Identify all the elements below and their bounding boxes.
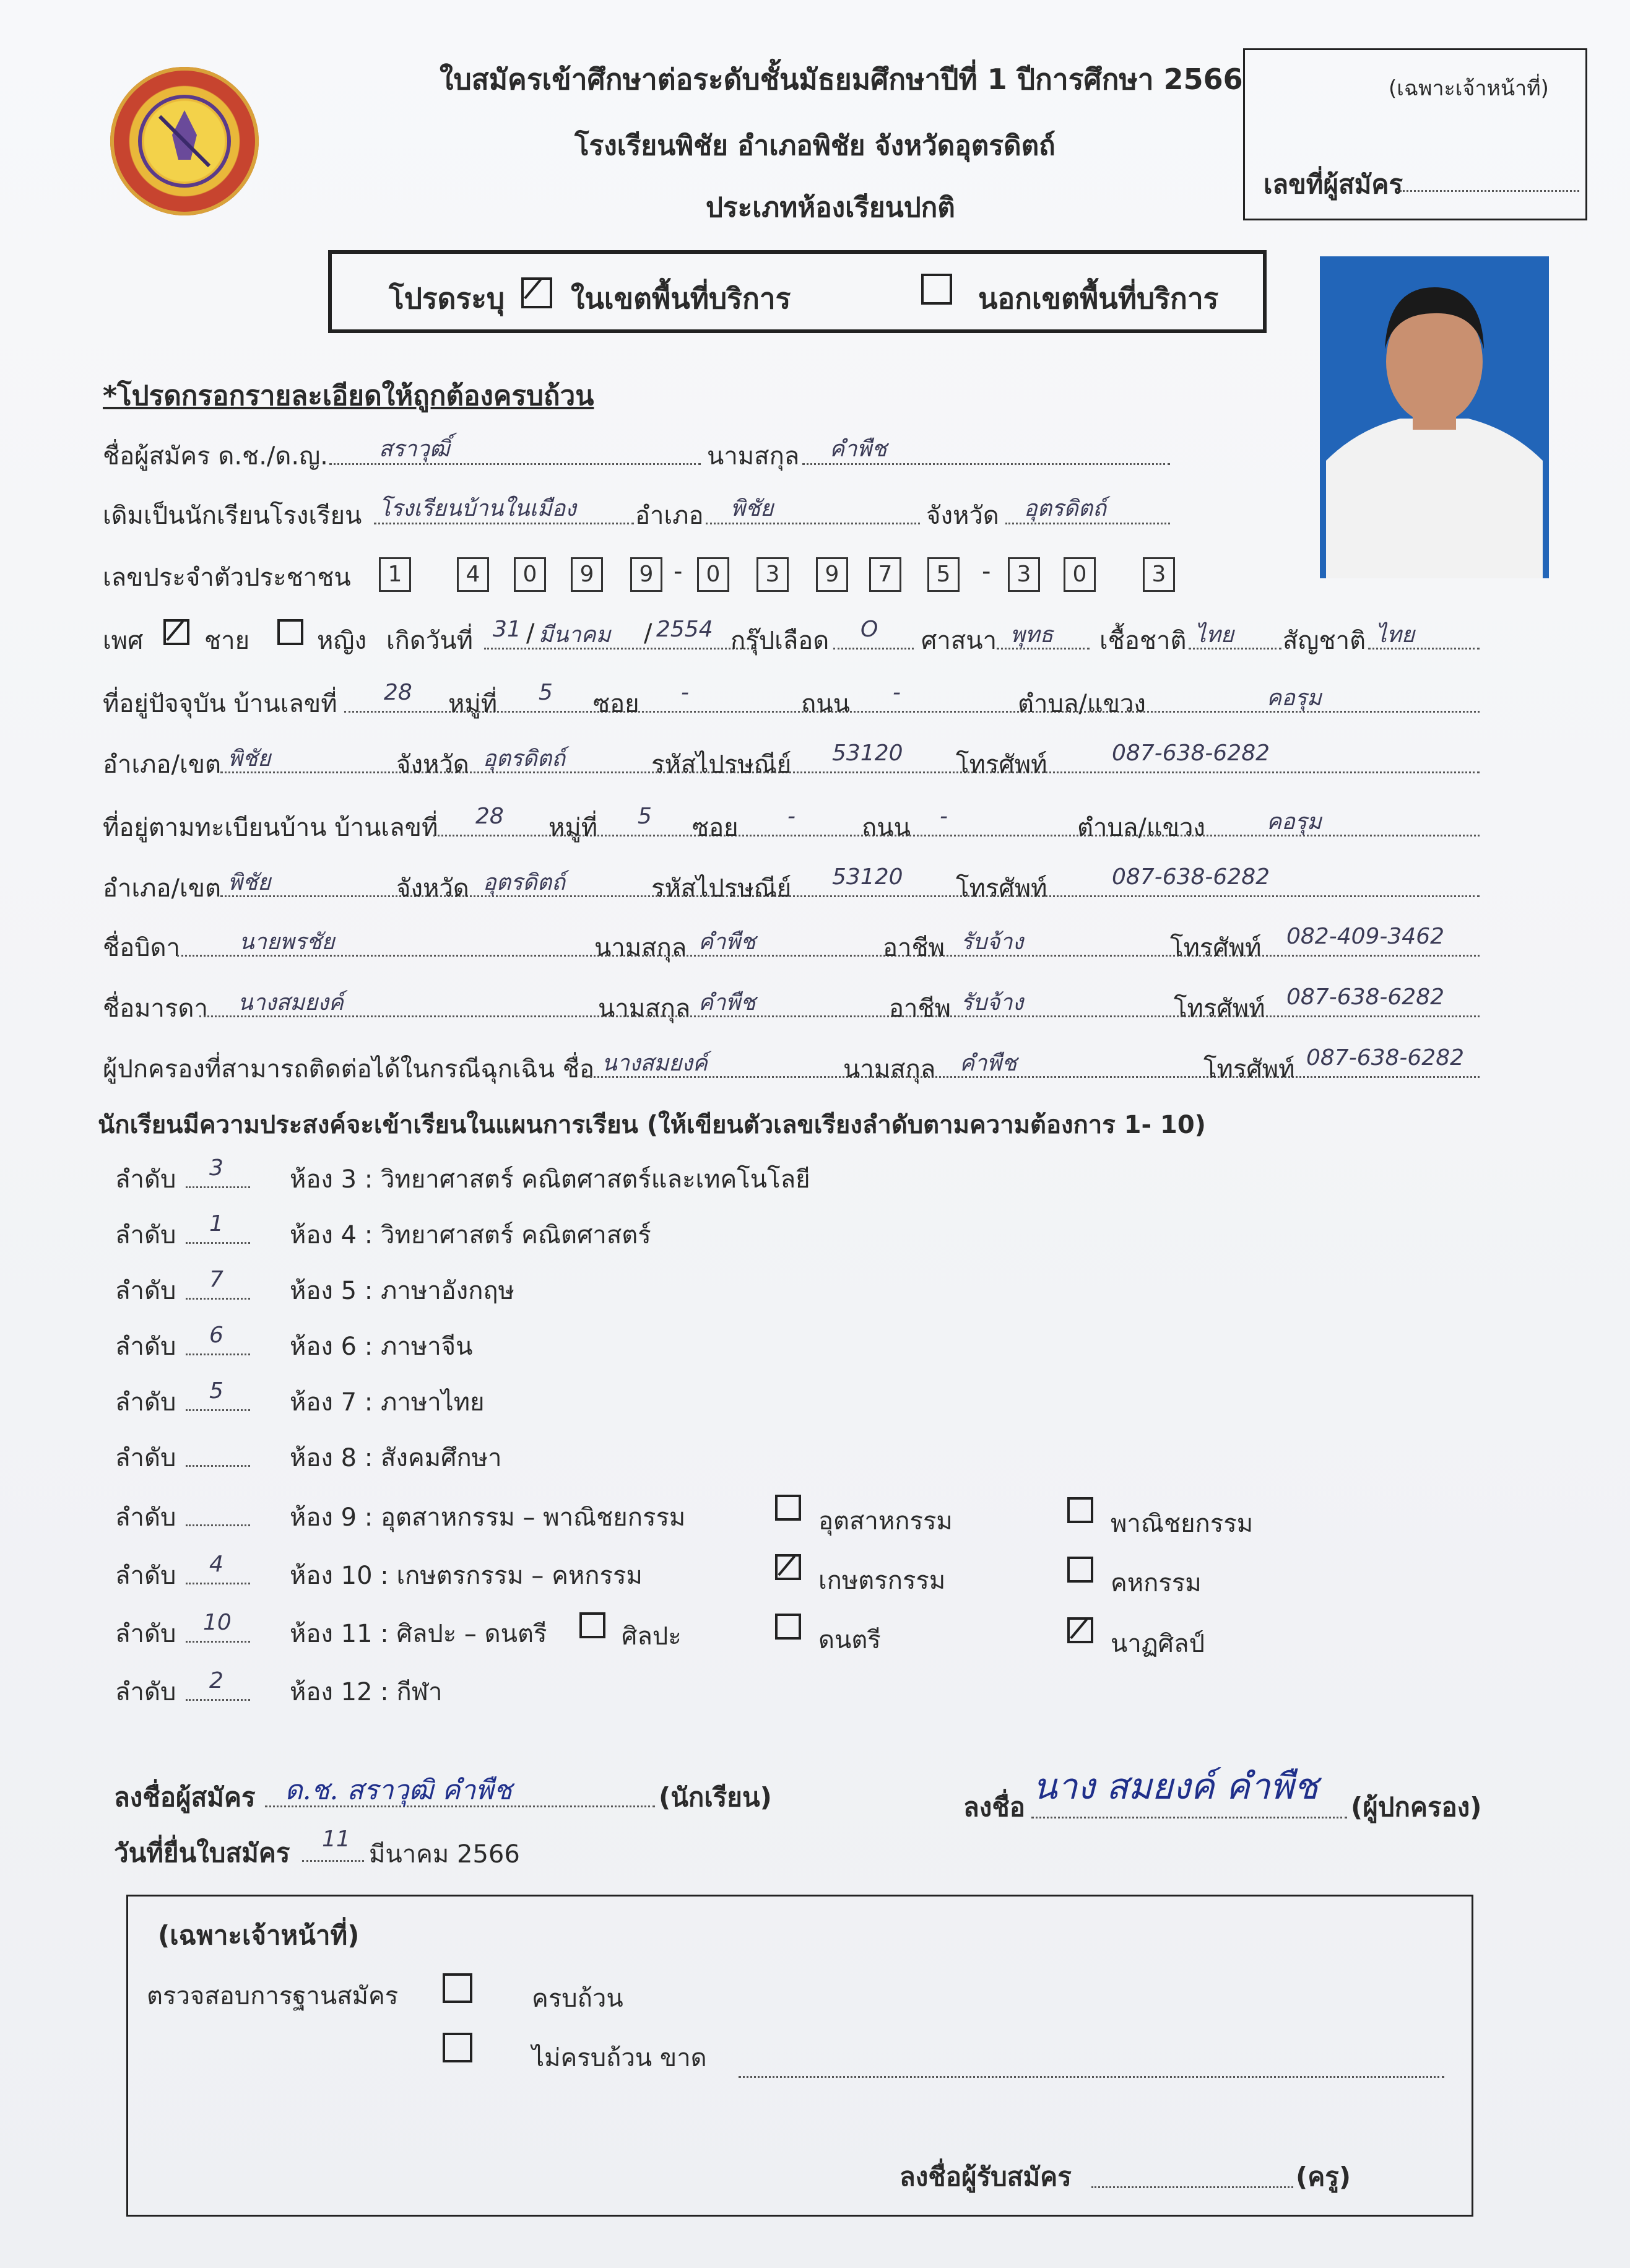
plan-rank-field[interactable]: 7	[209, 1267, 223, 1292]
agriculture-checkbox[interactable]	[775, 1554, 801, 1580]
receiver-sign-field[interactable]	[1091, 2186, 1293, 2188]
rank-line	[186, 1699, 250, 1701]
id-digit-box[interactable]: 4	[457, 557, 489, 592]
name-field[interactable]: สราวุฒิ์	[379, 437, 450, 462]
student-tag: (นักเรียน)	[659, 1782, 772, 1812]
parent-tag: (ผู้ปกครอง)	[1351, 1792, 1482, 1822]
date-line	[302, 1860, 364, 1862]
id-digit-box[interactable]: 3	[1143, 557, 1175, 592]
art-label: ศิลปะ	[622, 1622, 682, 1651]
school-name: โรงเรียนพิชัย อำเภอพิชัย จังหวัดอุตรดิตถ์	[574, 130, 1056, 162]
parent-signature[interactable]: นาง สมยงค์ คำพืช	[1033, 1765, 1319, 1807]
id-digit-box[interactable]: 0	[514, 557, 546, 592]
rank-label: ลำดับ	[115, 1678, 176, 1706]
rank-label: ลำดับ	[115, 1503, 176, 1532]
rank-label: ลำดับ	[115, 1388, 176, 1417]
parent-sign-line	[1031, 1817, 1347, 1818]
plan-room: ห้อง 6 : ภาษาจีน	[290, 1332, 473, 1361]
father-line	[177, 955, 1480, 957]
name-label: ชื่อผู้สมัคร ด.ช./ด.ญ.	[103, 442, 328, 471]
guardian-name-field[interactable]: นางสมยงค์	[602, 1051, 708, 1076]
dance-label: นาฏศิลป์	[1111, 1630, 1205, 1658]
addr1-soi-field[interactable]: -	[681, 680, 689, 705]
staff-number-box	[1243, 48, 1587, 220]
province-field[interactable]: อุตรดิตถ์	[1024, 496, 1106, 521]
father-tel-field[interactable]: 082-409-3462	[1286, 924, 1445, 949]
applicant-photo	[1320, 256, 1549, 578]
id-digit-box[interactable]: 5	[927, 557, 960, 592]
addr2-zip-field[interactable]: 53120	[832, 864, 903, 890]
plan-room: ห้อง 3 : วิทยาศาสตร์ คณิตศาสตร์และเทคโนโลยี	[290, 1165, 810, 1194]
addr1-tel-field[interactable]: 087-638-6282	[1112, 741, 1270, 766]
guardian-tel-label: โทรศัพท์	[1203, 1055, 1295, 1084]
instruction-text: *โปรดกรอกรายละเอียดให้ถูกต้องครบถ้วน	[103, 380, 594, 412]
addr2-label: ที่อยู่ตามทะเบียนบ้าน บ้านเลขที่	[103, 814, 438, 842]
race-field[interactable]: ไทย	[1195, 622, 1234, 648]
father-tel-label: โทรศัพท์	[1170, 934, 1262, 962]
agriculture-label: เกษตรกรรม	[818, 1566, 946, 1595]
addr1-amphoe-field[interactable]: พิชัย	[228, 746, 271, 771]
check-label: ตรวจสอบการฐานสมัคร	[147, 1982, 399, 2010]
school-seal	[110, 67, 259, 215]
addr2-road-field[interactable]: -	[940, 804, 948, 829]
mother-surname-field[interactable]: คำพืช	[698, 990, 756, 1015]
nation-field[interactable]: ไทย	[1376, 622, 1415, 648]
date-rest: มีนาคม 2566	[369, 1840, 520, 1869]
addr1-moo-label: หมู่ที่	[448, 690, 498, 718]
religion-label: ศาสนา	[921, 627, 997, 655]
father-name-field[interactable]: นายพรชัย	[239, 929, 335, 955]
rank-line	[186, 1583, 250, 1584]
addr1-road-label: ถนน	[801, 690, 850, 718]
addr1-tel-label: โทรศัพท์	[956, 750, 1047, 779]
father-surname-field[interactable]: คำพืช	[698, 929, 756, 955]
guardian-line	[586, 1076, 1480, 1078]
rank-line	[186, 1242, 250, 1244]
plan-room: ห้อง 11 : ศิลปะ – ดนตรี	[290, 1620, 547, 1648]
blood-field[interactable]: O	[861, 617, 878, 642]
father-label: ชื่อบิดา	[103, 934, 180, 962]
commerce-checkbox[interactable]	[1067, 1497, 1093, 1523]
music-checkbox[interactable]	[775, 1614, 801, 1640]
art-checkbox[interactable]	[579, 1612, 605, 1638]
female-label: หญิง	[317, 627, 366, 655]
date-day-field[interactable]: 11	[322, 1827, 350, 1852]
addr2-tel-label: โทรศัพท์	[956, 874, 1047, 903]
prev-school-field[interactable]: โรงเรียนบ้านในเมือง	[379, 496, 576, 521]
plan-rank-field[interactable]: 4	[209, 1552, 223, 1577]
staff-only-label: (เฉพาะเจ้าหน้าที่)	[1389, 76, 1549, 101]
surname-field[interactable]: คำพืช	[830, 437, 887, 462]
id-digit-box[interactable]: 0	[1064, 557, 1096, 592]
date-label: วันที่ยื่นใบสมัคร	[114, 1838, 290, 1868]
id-digit-box[interactable]: 7	[869, 557, 901, 592]
applicant-number-label: เลขที่ผู้สมัคร	[1264, 169, 1403, 199]
mother-line	[199, 1015, 1480, 1017]
religion-field[interactable]: พุทธ	[1010, 622, 1054, 648]
addr2-tambon-field[interactable]: คอรุม	[1267, 809, 1322, 835]
parent-sign-label: ลงชื่อ	[963, 1792, 1025, 1822]
rank-line	[186, 1641, 250, 1643]
addr2-prov-label: จังหวัด	[396, 874, 469, 903]
incomplete-label: ไม่ครบถ้วน ขาด	[532, 2044, 707, 2072]
addr1-house-field[interactable]: 28	[384, 680, 412, 705]
district-label: อำเภอ	[635, 502, 704, 530]
addr1-tambon-label: ตำบล/แขวง	[1018, 690, 1146, 718]
dob-line	[484, 648, 756, 650]
female-checkbox[interactable]	[277, 619, 303, 645]
addr1-label: ที่อยู่ปัจจุบัน บ้านเลขที่	[103, 690, 337, 718]
father-job-label: อาชีพ	[883, 934, 945, 962]
addr2-house-field[interactable]: 28	[475, 804, 504, 829]
male-checkbox[interactable]	[163, 619, 189, 645]
out-area-checkbox[interactable]	[921, 274, 952, 305]
plan-rank-field[interactable]: 10	[203, 1610, 232, 1635]
blood-line	[833, 648, 914, 650]
rank-line	[186, 1186, 250, 1188]
industry-checkbox[interactable]	[775, 1495, 801, 1521]
rank-line	[186, 1353, 250, 1355]
area-prompt: โปรดระบุ	[389, 282, 505, 315]
rank-label: ลำดับ	[115, 1165, 176, 1194]
id-digit-box[interactable]: 9	[816, 557, 848, 592]
rank-label: ลำดับ	[115, 1332, 176, 1361]
applicant-sign-label: ลงชื่อผู้สมัคร	[114, 1782, 256, 1812]
dob-day-field[interactable]: 31	[493, 617, 521, 642]
home-economics-checkbox[interactable]	[1067, 1557, 1093, 1583]
rank-line	[186, 1524, 250, 1526]
classroom-type: ประเภทห้องเรียนปกติ	[706, 192, 955, 224]
addr2-tambon-label: ตำบล/แขวง	[1077, 814, 1205, 842]
id-digit-box[interactable]: 3	[756, 557, 789, 592]
rank-label: ลำดับ	[115, 1444, 176, 1472]
mother-job-field[interactable]: รับจ้าง	[961, 990, 1024, 1015]
dance-checkbox[interactable]	[1067, 1617, 1093, 1643]
applicant-signature[interactable]: ด.ช. สราวุฒิ คำพืช	[285, 1775, 513, 1806]
mother-label: ชื่อมารดา	[103, 994, 208, 1023]
music-label: ดนตรี	[818, 1626, 881, 1654]
id-dash: -	[982, 557, 991, 586]
rank-line	[186, 1409, 250, 1411]
dob-year-field[interactable]: 2554	[656, 617, 713, 642]
plan-room: ห้อง 9 : อุตสาหกรรม – พาณิชยกรรม	[290, 1503, 686, 1532]
addr1-tambon-field[interactable]: คอรุม	[1267, 685, 1322, 711]
plan-room: ห้อง 10 : เกษตรกรรม – คหกรรม	[290, 1562, 643, 1590]
id-digit-box[interactable]: 0	[697, 557, 729, 592]
home-economics-label: คหกรรม	[1111, 1569, 1202, 1597]
out-area-label: นอกเขตพื้นที่บริการ	[978, 282, 1219, 315]
applicant-number-field[interactable]	[1400, 190, 1579, 192]
addr2-moo-field[interactable]: 5	[638, 804, 652, 829]
id-digit-box[interactable]: 3	[1008, 557, 1040, 592]
guardian-surname-field[interactable]: คำพืช	[960, 1051, 1017, 1076]
plan-room: ห้อง 12 : กีฬา	[290, 1678, 443, 1706]
seal-emblem-icon	[110, 67, 259, 215]
addr1-amphoe-label: อำเภอ/เขต	[103, 750, 222, 779]
staff-check-box	[126, 1895, 1473, 2217]
plan-rank-field[interactable]: 6	[209, 1323, 223, 1348]
blood-label: กรุ๊ปเลือด	[730, 627, 830, 655]
addr1-zip-label: รหัสไปรษณีย์	[651, 750, 792, 779]
plan-room: ห้อง 8 : สังคมศึกษา	[290, 1444, 502, 1472]
in-area-checkbox[interactable]	[521, 277, 552, 308]
addr1-road-field[interactable]: -	[893, 680, 901, 705]
mother-surname-label: นามสกุล	[598, 994, 691, 1023]
addr2-road-label: ถนน	[862, 814, 911, 842]
commerce-label: พาณิชยกรรม	[1111, 1510, 1254, 1538]
receiver-label: ลงชื่อผู้รับสมัคร	[900, 2162, 1072, 2192]
surname-label: นามสกุล	[707, 442, 800, 471]
addr2-amphoe-label: อำเภอ/เขต	[103, 874, 222, 903]
rank-line	[186, 1298, 250, 1300]
male-label: ชาย	[204, 627, 250, 655]
addr2-moo-label: หมู่ที่	[548, 814, 598, 842]
form-title: ใบสมัครเข้าศึกษาต่อระดับชั้นมัธยมศึกษาปีที่ 1 ปีการศึกษา 2566	[440, 63, 1243, 96]
teacher-tag: (ครู)	[1296, 2162, 1351, 2192]
mother-tel-field[interactable]: 087-638-6282	[1286, 984, 1445, 1010]
service-area-box	[328, 250, 1267, 333]
in-area-label: ในเขตพื้นที่บริการ	[571, 282, 791, 315]
dob-slash: /	[526, 619, 535, 648]
plan-room: ห้อง 7 : ภาษาไทย	[290, 1388, 485, 1417]
addr1-soi-label: ซอย	[593, 690, 639, 718]
addr2-zip-label: รหัสไปรษณีย์	[651, 874, 792, 903]
rank-label: ลำดับ	[115, 1221, 176, 1249]
dob-month-field[interactable]: มีนาคม	[539, 622, 611, 648]
plan-rank-field[interactable]: 2	[209, 1668, 223, 1693]
rank-label: ลำดับ	[115, 1277, 176, 1305]
id-label: เลขประจำตัวประชาชน	[103, 563, 351, 592]
prev-school-label: เดิมเป็นนักเรียนโรงเรียน	[103, 502, 362, 530]
addr2-amphoe-field[interactable]: พิชัย	[228, 870, 271, 895]
race-label: เชื้อชาติ	[1099, 627, 1187, 655]
plan-room: ห้อง 5 : ภาษาอังกฤษ	[290, 1277, 515, 1305]
addr1-prov-label: จังหวัด	[396, 750, 469, 779]
id-dash: -	[674, 557, 683, 586]
plan-rank-field[interactable]: 3	[209, 1155, 223, 1181]
addr2-soi-label: ซอย	[692, 814, 739, 842]
district-field[interactable]: พิชัย	[730, 496, 774, 521]
province-label: จังหวัด	[926, 502, 999, 530]
mother-tel-label: โทรศัพท์	[1174, 994, 1265, 1023]
guardian-tel-field[interactable]: 087-638-6282	[1306, 1045, 1465, 1071]
missing-items-field[interactable]	[739, 2076, 1444, 2078]
guardian-surname-label: นามสกุล	[843, 1055, 936, 1084]
id-digit-box[interactable]: 9	[571, 557, 603, 592]
plan-room: ห้อง 4 : วิทยาศาสตร์ คณิตศาสตร์	[290, 1221, 651, 1249]
id-digit-box[interactable]: 9	[630, 557, 662, 592]
addr1-zip-field[interactable]: 53120	[832, 741, 903, 766]
guardian-label: ผู้ปกครองที่สามารถติดต่อได้ในกรณีฉุกเฉิน ชื่อ	[103, 1055, 594, 1084]
father-job-field[interactable]: รับจ้าง	[961, 929, 1024, 955]
dob-label: เกิดวันที่	[386, 627, 474, 655]
id-digit-box[interactable]: 1	[379, 557, 411, 592]
addr2-soi-field[interactable]: -	[787, 804, 795, 829]
mother-name-field[interactable]: นางสมยงค์	[238, 990, 344, 1015]
rank-label: ลำดับ	[115, 1562, 176, 1590]
nation-label: สัญชาติ	[1283, 627, 1366, 655]
complete-label: ครบถ้วน	[532, 1984, 623, 2013]
incomplete-checkbox[interactable]	[443, 2033, 472, 2062]
addr1-prov-field[interactable]: อุตรดิตถ์	[483, 746, 565, 771]
addr1-moo-field[interactable]: 5	[539, 680, 553, 705]
plans-header: นักเรียนมีความประสงค์จะเข้าเรียนในแผนการเรียน (ให้เขียนตัวเลขเรียงลำดับตามความต้องการ 1- 10)	[98, 1111, 1206, 1139]
sex-label: เพศ	[103, 627, 144, 655]
mother-job-label: อาชีพ	[889, 994, 951, 1023]
addr2-prov-field[interactable]: อุตรดิตถ์	[483, 870, 565, 895]
complete-checkbox[interactable]	[443, 1973, 472, 2003]
plan-rank-field[interactable]: 1	[209, 1211, 223, 1236]
dob-slash: /	[644, 619, 652, 648]
student-portrait-icon	[1320, 256, 1549, 578]
industry-label: อุตสาหกรรม	[818, 1507, 953, 1536]
plan-rank-field[interactable]: 5	[209, 1378, 223, 1404]
staff-box-title: (เฉพาะเจ้าหน้าที่)	[158, 1920, 360, 1950]
rank-label: ลำดับ	[115, 1620, 176, 1648]
addr2-tel-field[interactable]: 087-638-6282	[1112, 864, 1270, 890]
father-surname-label: นามสกุล	[594, 934, 687, 962]
rank-line	[186, 1465, 250, 1467]
